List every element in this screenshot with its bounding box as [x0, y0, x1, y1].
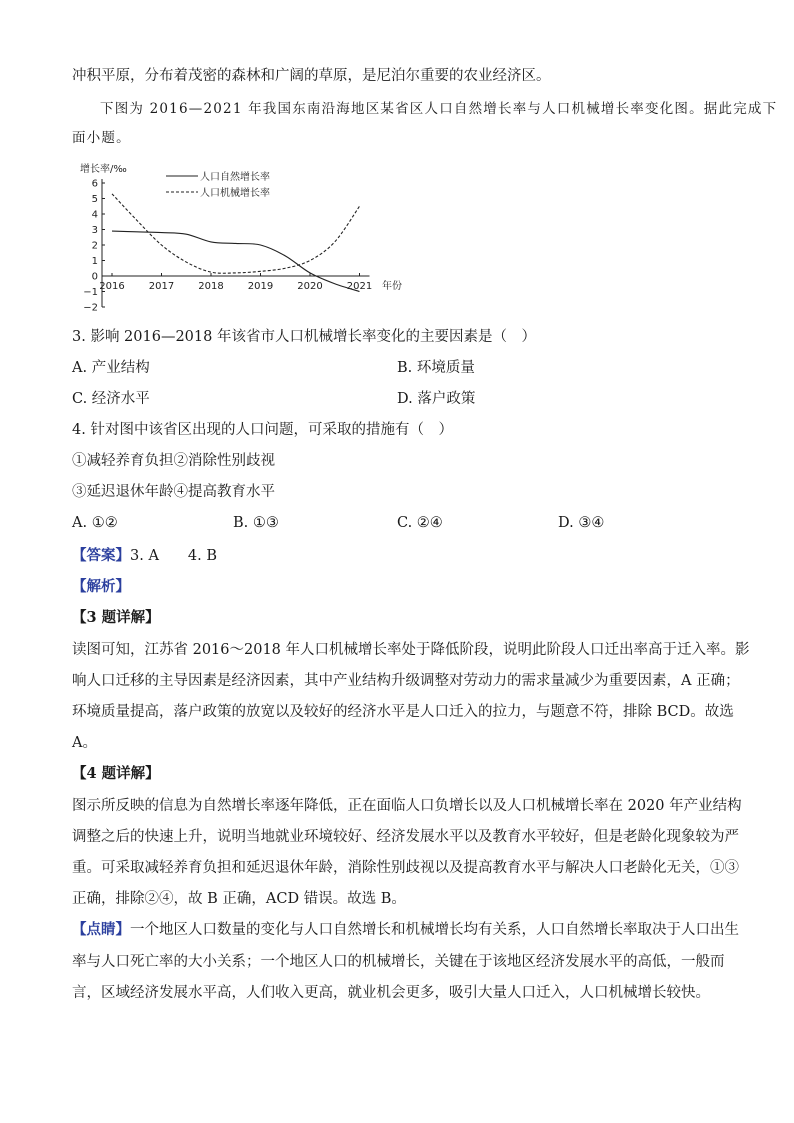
intro-line-3: 面小题。 — [72, 130, 131, 146]
tip-line-2: 率与人口死亡率的大小关系；一个地区人口的机械增长，关键在于该地区经济发展水平的高低，一般而 — [72, 954, 725, 970]
tip-line-3: 言，区域经济发展水平高，人们收入更高，就业机会更多，吸引大量人口迁入，人口机械增长较快。 — [72, 985, 710, 1001]
detail3-line-1: 读图可知，江苏省 2016～2018 年人口机械增长率处于降低阶段，说明此阶段人口迁出率高于迁入率。影 — [72, 642, 750, 658]
detail4-line-3: 重。可采取减轻养育负担和延迟退休年龄，消除性别歧视以及提高教育水平与解决人口老龄化无关，①③ — [72, 860, 739, 876]
q4-item-line-1: ①减轻养育负担②消除性别歧视 — [72, 453, 275, 469]
chart-y-label: 增长率/‰ — [80, 164, 127, 175]
q3-option-d[interactable]: D. 落户政策 — [397, 391, 476, 407]
growth-rate-chart — [60, 158, 420, 318]
y-tick-label: 3 — [91, 225, 98, 236]
y-tick-label: 1 — [91, 256, 98, 267]
series-migration-growth-line — [112, 194, 360, 273]
tip-text-1: 一个地区人口数量的变化与人口自然增长和机械增长均有关系，人口自然增长率取决于人口出生 — [130, 922, 739, 938]
detail3-line-4: A。 — [72, 735, 97, 751]
legend-migration-label: 人口机械增长率 — [200, 188, 270, 199]
intro-line-2: 下图为 2016—2021 年我国东南沿海地区某省区人口自然增长率与人口机械增长率变化图。据此完成下 — [100, 101, 778, 117]
q4-option-d[interactable]: D. ③④ — [558, 515, 605, 531]
q3-option-c[interactable]: C. 经济水平 — [72, 391, 150, 407]
q4-option-a[interactable]: A. ①② — [72, 515, 118, 531]
q4-item-line-2: ③延迟退休年龄④提高教育水平 — [72, 484, 275, 500]
detail3-title: 【3 题详解】 — [72, 609, 160, 626]
y-tick-label: −1 — [83, 287, 98, 298]
legend-natural-label: 人口自然增长率 — [200, 172, 270, 183]
x-tick-label: 2021 — [346, 281, 373, 292]
q4-option-b[interactable]: B. ①③ — [233, 515, 279, 531]
answer-row — [72, 546, 217, 566]
chart-x-label: 年份 — [382, 281, 402, 292]
detail4-line-1: 图示所反映的信息为自然增长率逐年降低，正在面临人口负增长以及人口机械增长率在 2020 年产业结构 — [72, 798, 742, 814]
tip-line-1 — [72, 920, 739, 940]
tip-label: 【点睛】 — [72, 921, 130, 938]
y-tick-label: 5 — [91, 194, 98, 205]
x-tick-label: 2020 — [297, 281, 323, 292]
q3-option-b[interactable]: B. 环境质量 — [397, 360, 475, 376]
y-tick-label: 2 — [91, 240, 98, 252]
q3-stem: 3. 影响 2016—2018 年该省市人口机械增长率变化的主要因素是（ ） — [72, 329, 536, 345]
intro-line-1: 冲积平原，分布着茂密的森林和广阔的草原，是尼泊尔重要的农业经济区。 — [72, 68, 551, 84]
q4-option-c[interactable]: C. ②④ — [397, 515, 443, 531]
x-tick-label: 2017 — [148, 281, 175, 292]
detail3-line-3: 环境质量提高，落户政策的放宽以及较好的经济水平是人口迁入的拉力，与题意不符，排除 BCD。故选 — [72, 704, 734, 720]
detail3-line-2: 响人口迁移的主导因素是经济因素，其中产业结构升级调整对劳动力的需求量减少为重要因素，A 正确； — [72, 673, 740, 689]
detail4-line-2: 调整之后的快速上升，说明当地就业环境较好、经济发展水平以及教育水平较好，但是老龄化现象较为严 — [72, 829, 739, 845]
answer-label: 【答案】 — [72, 547, 130, 564]
answer-text: 3. A 4. B — [130, 548, 218, 564]
x-tick-label: 2019 — [247, 281, 274, 292]
y-tick-label: 6 — [91, 178, 98, 190]
x-tick-label: 2018 — [198, 281, 224, 292]
q3-option-a[interactable]: A. 产业结构 — [72, 360, 150, 376]
detail4-line-4: 正确，排除②④，故 B 正确，ACD 错误。故选 B。 — [72, 891, 406, 907]
q4-stem: 4. 针对图中该省区出现的人口问题，可采取的措施有（ ） — [72, 422, 453, 438]
y-tick-label: −2 — [83, 302, 98, 314]
detail4-title: 【4 题详解】 — [72, 765, 160, 782]
x-tick-label: 2016 — [99, 281, 125, 292]
analysis-label: 【解析】 — [72, 578, 130, 595]
chart-legend — [166, 170, 270, 199]
y-tick-label: 0 — [91, 271, 98, 283]
y-tick-label: 4 — [91, 209, 98, 221]
